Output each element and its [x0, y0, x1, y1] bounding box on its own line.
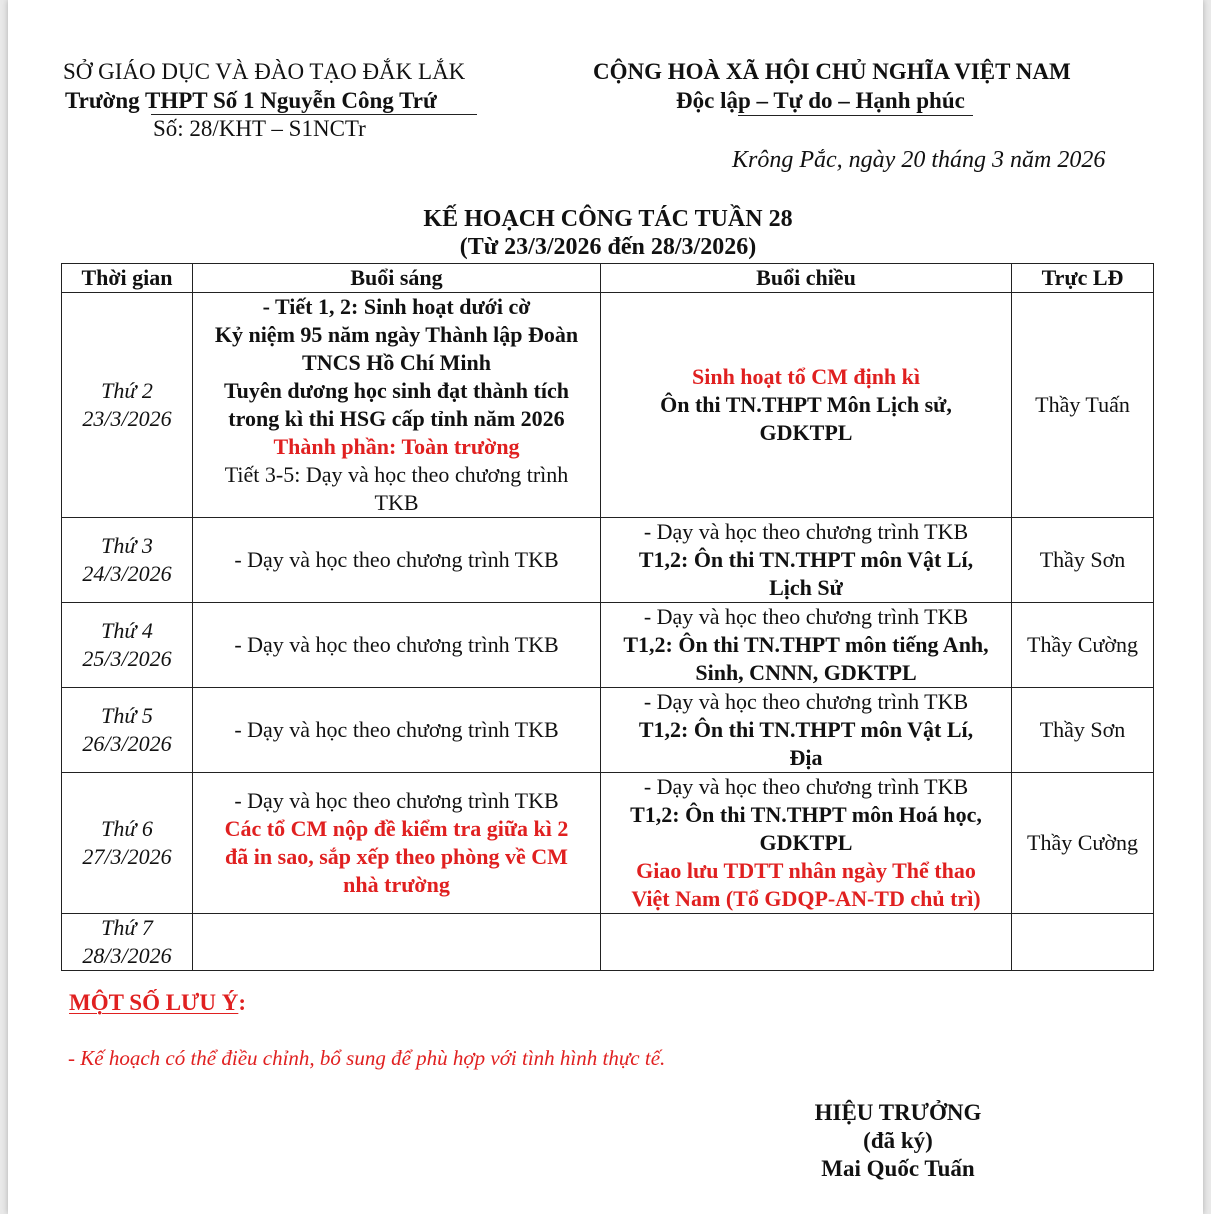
notes-colon: : — [238, 990, 246, 1015]
cell-duty: Thầy Cường — [1012, 603, 1154, 688]
column-header-morning: Buổi sáng — [193, 264, 601, 293]
morning-line: Tiết 3-5: Dạy và học theo chương trình — [224, 462, 569, 487]
table-header-row — [62, 264, 1154, 293]
cell-time — [62, 773, 193, 914]
table-row — [62, 914, 1154, 971]
signature-status: (đã ký) — [863, 1128, 933, 1153]
cell-afternoon — [601, 293, 1012, 518]
afternoon-line: T1,2: Ôn thi TN.THPT môn tiếng Anh, — [623, 632, 989, 657]
morning-line: - Dạy và học theo chương trình TKB — [234, 632, 559, 657]
cell-time — [62, 518, 193, 603]
cell-time — [62, 603, 193, 688]
cell-morning — [193, 293, 601, 518]
document-number: Số: 28/KHT – S1NCTr — [153, 116, 366, 141]
notes-title: MỘT SỐ LƯU Ý — [69, 990, 239, 1015]
column-header-time: Thời gian — [62, 264, 193, 293]
afternoon-line: Ôn thi TN.THPT Môn Lịch sử, — [660, 392, 952, 417]
afternoon-line: GDKTPL — [759, 830, 853, 855]
weekday-label: Thứ 2 — [101, 378, 153, 403]
school-name: Trường THPT Số 1 Nguyễn Công Trứ — [65, 88, 437, 113]
table-row — [62, 603, 1154, 688]
cell-afternoon — [601, 518, 1012, 603]
cell-duty — [1012, 914, 1154, 971]
cell-morning — [193, 914, 601, 971]
cell-afternoon — [601, 603, 1012, 688]
afternoon-line: Việt Nam (Tổ GDQP-AN-TD chủ trì) — [631, 886, 981, 911]
morning-line: đã in sao, sắp xếp theo phòng về CM — [225, 844, 568, 869]
afternoon-line: Địa — [789, 745, 823, 770]
table-row — [62, 773, 1154, 914]
table-row — [62, 688, 1154, 773]
cell-time — [62, 293, 193, 518]
weekday-label: Thứ 6 — [101, 816, 153, 841]
weekday-label: Thứ 3 — [101, 533, 153, 558]
morning-line: - Dạy và học theo chương trình TKB — [234, 717, 559, 742]
date-label: 26/3/2026 — [82, 731, 172, 756]
afternoon-line: T1,2: Ôn thi TN.THPT môn Vật Lí, — [638, 717, 974, 742]
document-page — [8, 0, 1203, 1214]
afternoon-line: - Dạy và học theo chương trình TKB — [643, 519, 969, 544]
notes-text: - Kế hoạch có thể điều chỉnh, bổ sung để phù hợp với tình hình thực tế. — [68, 1046, 666, 1070]
afternoon-line: GDKTPL — [759, 420, 853, 445]
date-label: 23/3/2026 — [82, 406, 172, 431]
schedule-table — [61, 263, 1154, 971]
morning-line: nhà trường — [343, 872, 450, 897]
morning-line: Các tổ CM nộp đề kiểm tra giữa kì 2 — [224, 816, 569, 841]
nation-name: CỘNG HOÀ XÃ HỘI CHỦ NGHĨA VIỆT NAM — [593, 59, 1071, 84]
cell-duty: Thầy Sơn — [1012, 518, 1154, 603]
morning-line: trong kì thi HSG cấp tỉnh năm 2026 — [228, 406, 565, 431]
morning-line: - Dạy và học theo chương trình TKB — [234, 547, 559, 572]
morning-line: Tuyên dương học sinh đạt thành tích — [224, 378, 569, 403]
date-label: 24/3/2026 — [82, 561, 172, 586]
morning-line: Thành phần: Toàn trường — [273, 434, 520, 459]
notes-heading — [69, 990, 246, 1016]
table-row — [62, 293, 1154, 518]
morning-line: TKB — [374, 490, 419, 515]
signature-role: HIỆU TRƯỞNG — [814, 1100, 982, 1125]
morning-line: - Dạy và học theo chương trình TKB — [234, 788, 559, 813]
afternoon-line: - Dạy và học theo chương trình TKB — [643, 689, 969, 714]
morning-line: TNCS Hồ Chí Minh — [302, 350, 491, 375]
cell-duty: Thầy Cường — [1012, 773, 1154, 914]
cell-duty: Thầy Tuấn — [1012, 293, 1154, 518]
afternoon-line: T1,2: Ôn thi TN.THPT môn Hoá học, — [630, 802, 982, 827]
cell-time — [62, 688, 193, 773]
column-header-afternoon: Buổi chiều — [601, 264, 1012, 293]
date-label: 25/3/2026 — [82, 646, 172, 671]
department-name: SỞ GIÁO DỤC VÀ ĐÀO TẠO ĐẮK LẮK — [63, 59, 466, 84]
plan-title: KẾ HOẠCH CÔNG TÁC TUẦN 28 — [423, 206, 793, 232]
afternoon-line: - Dạy và học theo chương trình TKB — [643, 604, 969, 629]
afternoon-line: Sinh hoạt tổ CM định kì — [691, 364, 921, 389]
motto-underline — [738, 115, 973, 116]
cell-time — [62, 914, 193, 971]
cell-afternoon — [601, 773, 1012, 914]
afternoon-line: T1,2: Ôn thi TN.THPT môn Vật Lí, — [638, 547, 974, 572]
date-label: 28/3/2026 — [82, 943, 172, 968]
afternoon-line: - Dạy và học theo chương trình TKB — [643, 774, 969, 799]
date-place: Krông Pắc, ngày 20 tháng 3 năm 2026 — [732, 147, 1106, 173]
cell-morning — [193, 688, 601, 773]
table-row — [62, 518, 1154, 603]
cell-duty: Thầy Sơn — [1012, 688, 1154, 773]
weekday-label: Thứ 7 — [101, 915, 153, 940]
cell-afternoon — [601, 914, 1012, 971]
afternoon-line: Giao lưu TDTT nhân ngày Thể thao — [636, 858, 976, 883]
morning-line: - Tiết 1, 2: Sinh hoạt dưới cờ — [262, 294, 531, 319]
weekday-label: Thứ 4 — [101, 618, 153, 643]
cell-morning — [193, 518, 601, 603]
afternoon-line: Sinh, CNNN, GDKTPL — [695, 660, 917, 685]
signature-name: Mai Quốc Tuấn — [821, 1156, 975, 1181]
afternoon-line: Lịch Sử — [769, 575, 843, 600]
national-motto: Độc lập – Tự do – Hạnh phúc — [676, 88, 965, 113]
column-header-duty: Trực LĐ — [1012, 264, 1154, 293]
plan-date-range: (Từ 23/3/2026 đến 28/3/2026) — [459, 234, 757, 260]
cell-morning — [193, 603, 601, 688]
cell-afternoon — [601, 688, 1012, 773]
weekday-label: Thứ 5 — [101, 703, 153, 728]
cell-morning — [193, 773, 601, 914]
schedule-body — [62, 293, 1154, 971]
date-label: 27/3/2026 — [82, 844, 172, 869]
morning-line: Kỷ niệm 95 năm ngày Thành lập Đoàn — [214, 322, 579, 347]
